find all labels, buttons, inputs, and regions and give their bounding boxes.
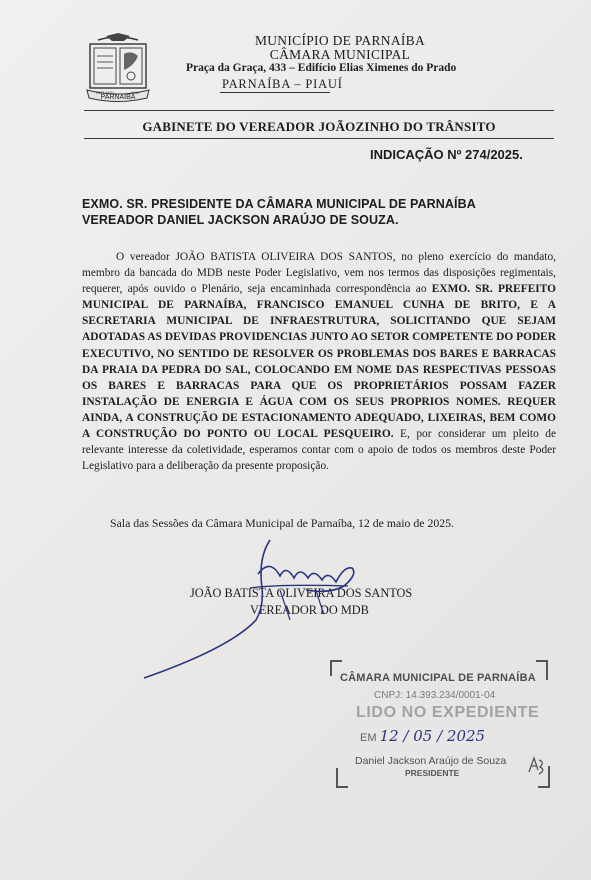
stamp-president-name: Daniel Jackson Araújo de Souza xyxy=(355,755,507,767)
closing-line: Sala das Sessões da Câmara Municipal de Parnaíba, 12 de maio de 2025. xyxy=(110,516,454,530)
body-text-1: , no pleno exercício do mandato, membro da bancada do MDB neste Poder Legislativo, vem nos termos das disposições regimentais, requerer, após ouvido o Plenário, seja encaminhada correspondência ao xyxy=(82,251,556,296)
addressee-line-2: VEREADOR DANIEL JACKSON ARAÚJO DE SOUZA. xyxy=(82,213,399,227)
stamp-title: CÂMARA MUNICIPAL DE PARNAÍBA xyxy=(340,672,536,684)
body-paragraph xyxy=(82,249,556,474)
stamp-corner-bottom-left xyxy=(336,768,348,788)
cabinet-rule xyxy=(84,138,554,139)
handwritten-signature xyxy=(130,528,380,688)
letterhead-city: PARNAÍBA – PIAUÍ xyxy=(222,77,343,91)
stamp-cnpj: CNPJ: 14.393.234/0001-04 xyxy=(374,690,496,701)
crest-banner-text: PARNAIBA xyxy=(100,94,136,101)
letterhead-chamber: CÂMARA MUNICIPAL xyxy=(269,47,411,62)
body-request: EXMO. SR. PREFEITO MUNICIPAL DE PARNAÍBA, FRANCISCO EMANUEL CUNHA DE BRITO, E A SECRETARIA MUNICIPAL DE INFRAESTRUTURA, SOLICITANDO QUE SEJAM ADOTADAS AS DEVIDAS PROVIDENCIAS JUNTO AO SETOR COMPETENTE DO PODER EXECUTIVO, NO SENTIDO DE RESOLVER OS PROBLEMAS DOS BARES E BARRACAS DA PRAIA DA PEDRA DO SAL, COLOCANDO EM NOME DAS RESPECTIVAS PESSOAS OS BARES E BARRACAS PARA QUE OS PROPRIETÁRIOS POSSAM FAZER INSTALAÇÃO DE ENERGIA E ÁGUA COM OS SEUS PROPRIOS NOMES. REQUER AINDA, A CONSTRUÇÃO DE ESTACIONAMENTO ADEQUADO, LIXEIRAS, BEM COMO A CONSTRUÇÃO DO PONTO OU LOCAL PESQUEIRO. xyxy=(82,283,556,441)
signatory-role: VEREADOR DO MDB xyxy=(250,603,369,617)
body-intro: O vereador xyxy=(116,251,176,263)
stamp-date-prefix: EM xyxy=(360,732,377,744)
letterhead-address: Praça da Graça, 433 – Edifício Elias Ximenes do Prado xyxy=(186,62,457,74)
letterhead-municipality: MUNICÍPIO DE PARNAÍBA xyxy=(254,33,426,48)
body-author-name: JOÃO BATISTA OLIVEIRA DOS SANTOS xyxy=(175,251,393,263)
crest-year-left: OUT 1671 xyxy=(96,90,115,95)
body-text-2: E, por considerar um pleito de relevante interesse da coletividade, esperamos contar com o apoio de todos os membros deste Poder Legislativo para a deliberação da presente proposição. xyxy=(82,428,556,473)
stamp-initials-mark xyxy=(526,754,548,778)
stamp-president-role: PRESIDENTE xyxy=(405,768,460,778)
cabinet-title: GABINETE DO VEREADOR JOÃOZINHO DO TRÂNSITO xyxy=(142,119,496,134)
indication-number: INDICAÇÃO Nº 274/2025. xyxy=(370,147,523,162)
stamp-date-row xyxy=(360,727,485,745)
stamp-date-handwritten: 12 / 05 / 2025 xyxy=(379,727,486,745)
stamp-status: LIDO NO EXPEDIENTE xyxy=(356,704,540,721)
addressee-line-1: EXMO. SR. PRESIDENTE DA CÂMARA MUNICIPAL DE PARNAÍBA xyxy=(82,197,476,211)
signatory-name: JOÃO BATISTA OLIVEIRA DOS SANTOS xyxy=(190,586,413,600)
top-rule xyxy=(84,110,554,111)
crest-year-right: 1844 xyxy=(130,90,139,95)
municipal-crest-icon xyxy=(84,32,152,106)
stamp-corner-top-right xyxy=(536,660,548,680)
city-underline xyxy=(220,92,330,93)
